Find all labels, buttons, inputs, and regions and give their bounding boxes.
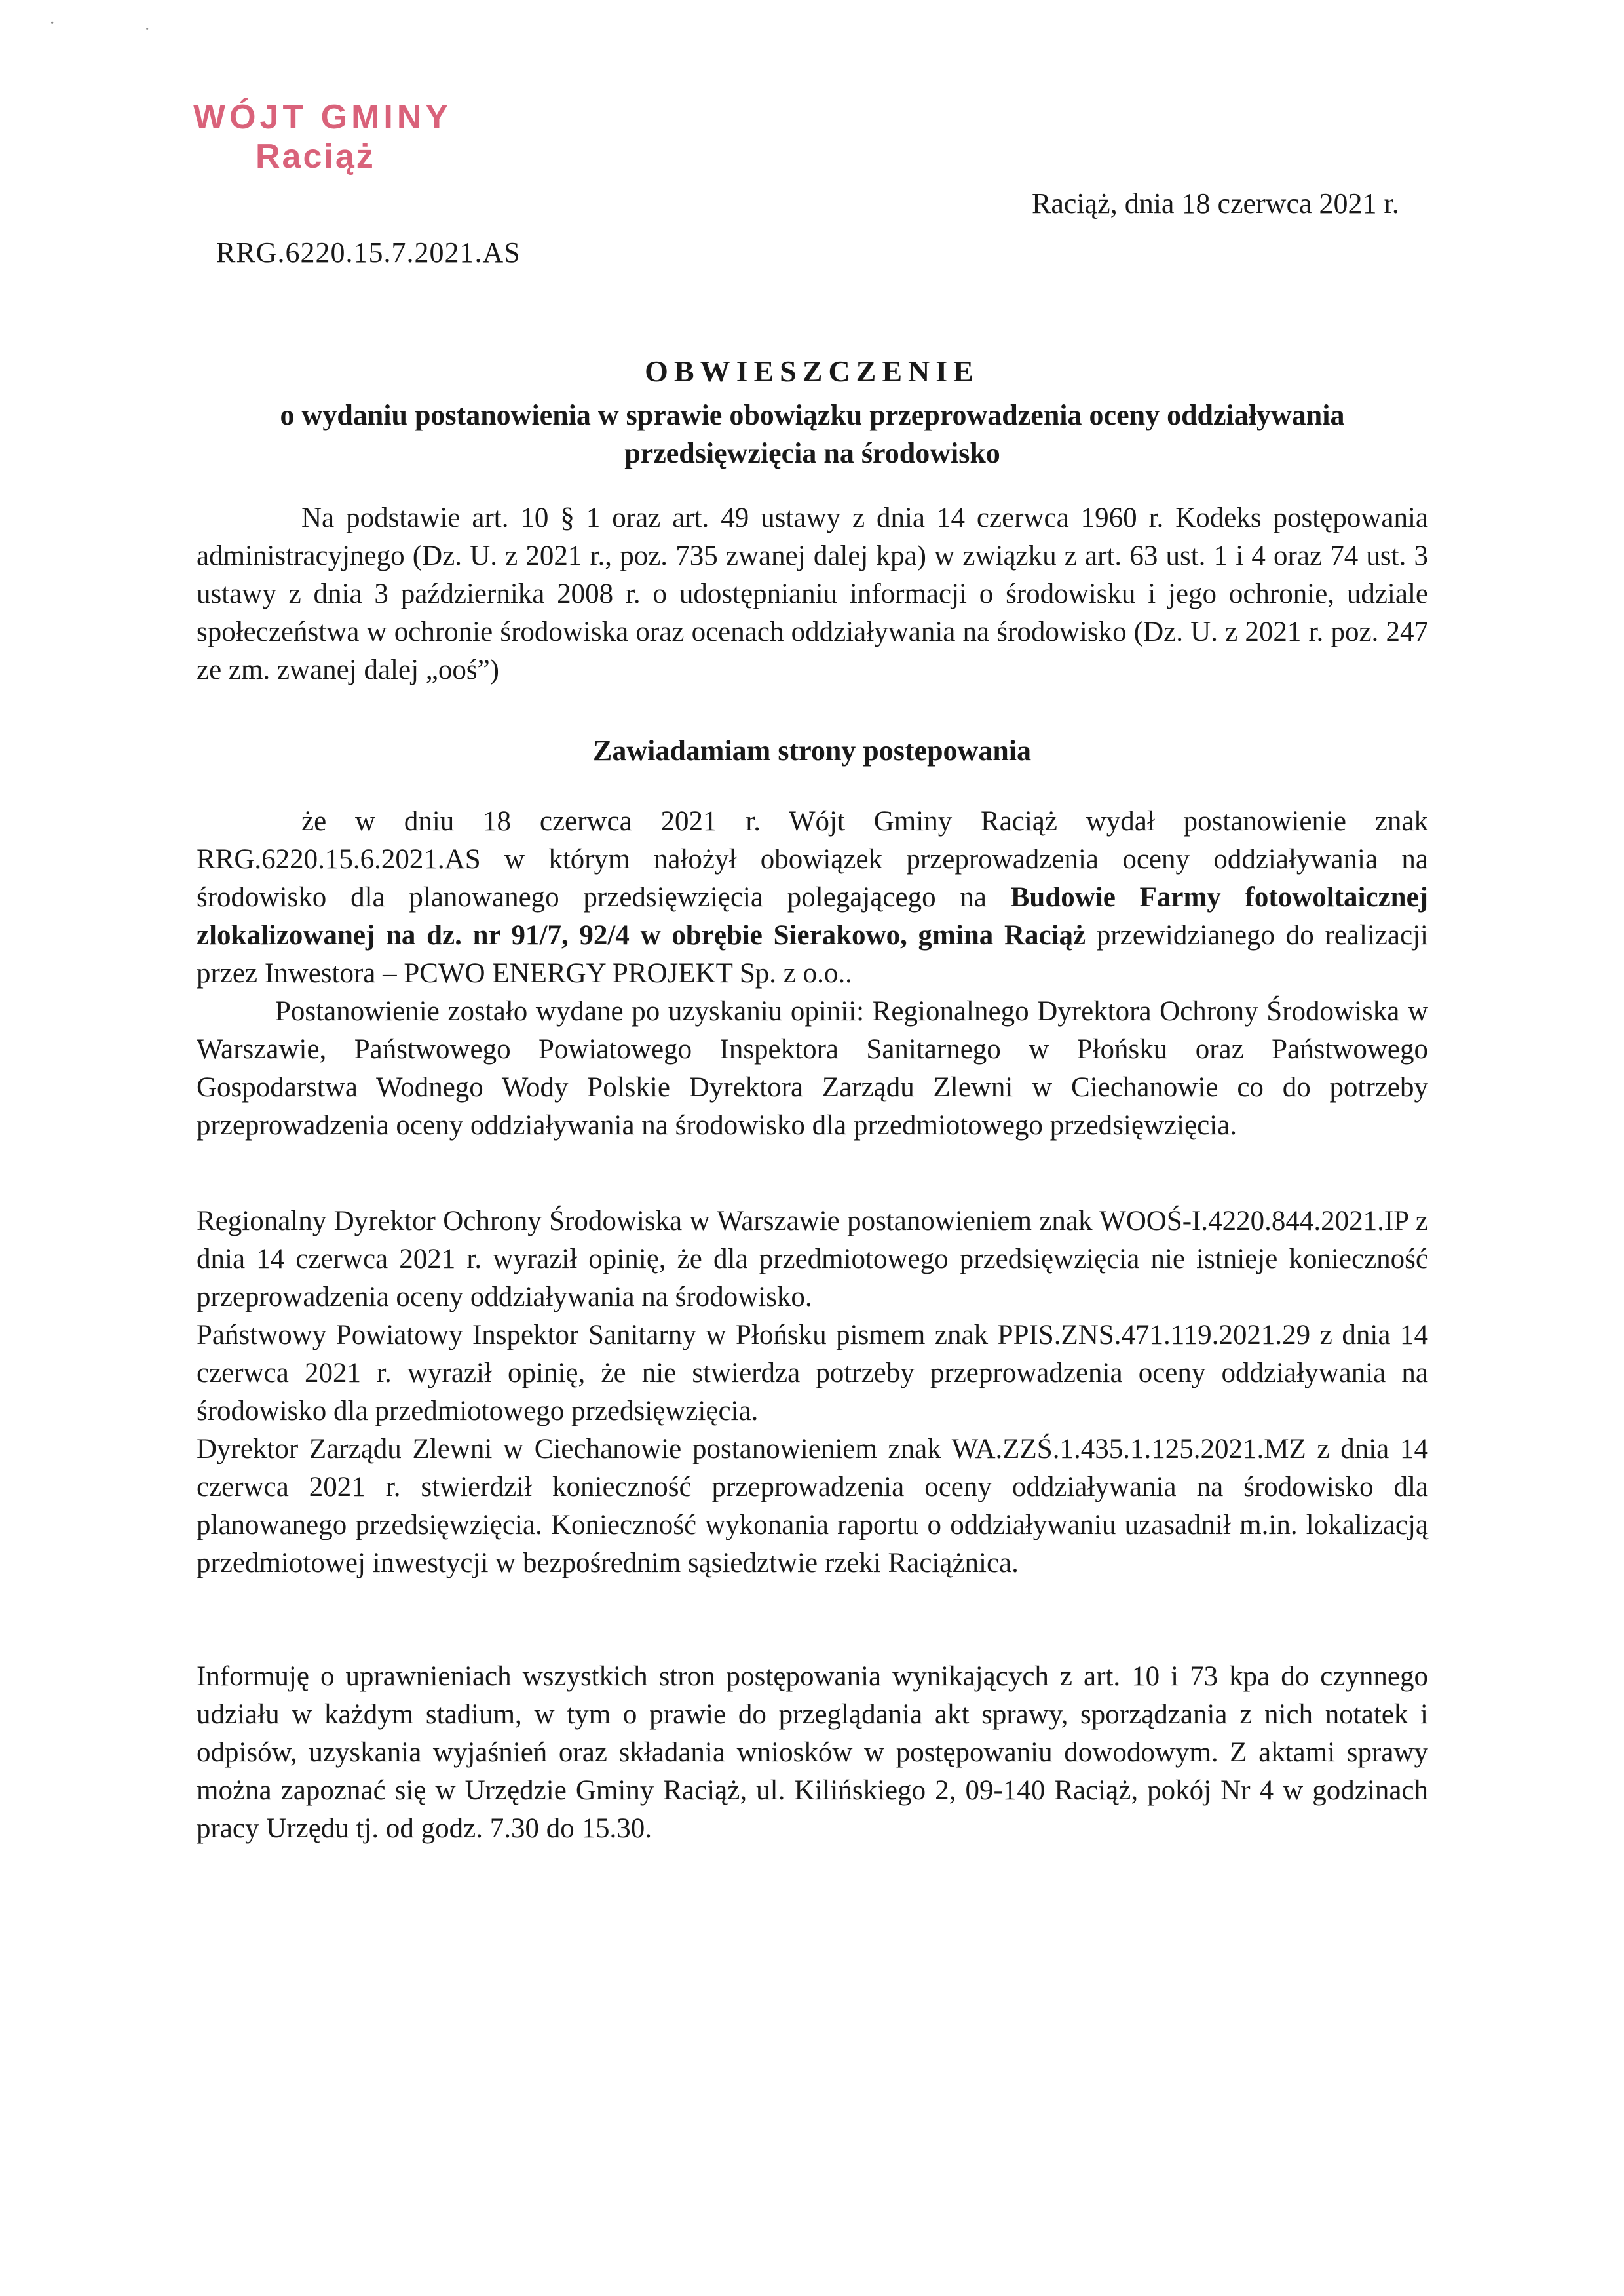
decision-paragraph: [197, 803, 1428, 993]
decision-section: [197, 803, 1428, 1145]
scan-speck: ·: [49, 13, 56, 33]
opinion-wody-polskie: Dyrektor Zarządu Zlewni w Ciechanowie postanowieniem znak WA.ZZŚ.1.435.1.125.2021.MZ z dnia 14 czerwca 2021 r. stwierdził konieczność przeprowadzenia oceny oddziaływania na środowisko dla planowanego przedsięwzięcia. Konieczność wykonania raportu o oddziaływaniu uzasadnił m.in. lokalizacją przedmiotowej inwestycji w bezpośrednim sąsiedztwie rzeki Raciążnica.: [197, 1434, 1428, 1578]
document-subtitle: o wydaniu postanowienia w sprawie obowiązku przeprowadzenia oceny oddziaływania przedsięwzięcia na środowisko: [280, 399, 1345, 469]
decision-text-2: przewidzianego do realizacji przez Inwestora – PCWO ENERGY PROJEKT Sp. z o.o..: [197, 920, 1428, 989]
scan-speck: ·: [144, 20, 151, 40]
office-stamp: [193, 98, 452, 177]
decision-project-name: Budowie Farmy fotowoltaicznej zlokalizowanej na dz. nr 91/7, 92/4 w obrębie Sierakowo, gmina Raciąż: [197, 882, 1428, 951]
opinion-ppis: Państwowy Powiatowy Inspektor Sanitarny w Płońsku pismem znak PPIS.ZNS.471.119.2021.29 z dnia 14 czerwca 2021 r. wyraził opinię, że nie stwierdza potrzeby przeprowadzenia oceny oddziaływania na środowisko dla przedmiotowego przedsięwzięcia.: [197, 1320, 1428, 1426]
opinion-rdos: Regionalny Dyrektor Ochrony Środowiska w Warszawie postanowieniem znak WOOŚ-I.4220.844.2021.IP z dnia 14 czerwca 2021 r. wyraził opinię, że dla przedmiotowego przedsięwzięcia nie istnieje konieczność przeprowadzenia oceny oddziaływania na środowisko.: [197, 1206, 1428, 1312]
legal-basis-section: [197, 499, 1428, 689]
legal-basis-paragraph: Na podstawie art. 10 § 1 oraz art. 49 ustawy z dnia 14 czerwca 1960 r. Kodeks postępowania administracyjnego (Dz. U. z 2021 r., poz. 735 zwanej dalej kpa) w związku z art. 63 ust. 1 i 4 oraz 74 ust. 3 ustawy z dnia 3 października 2008 r. o udostępnianiu informacji o środowisku i jego ochronie, udziale społeczeństwa w ochronie środowiska oraz ocenach oddziaływania na środowisko (Dz. U. z 2021 r. poz. 247 ze zm. zwanej dalej „ooś”): [197, 503, 1428, 685]
document-title: OBWIESZCZENIE: [645, 354, 979, 388]
reference-number: RRG.6220.15.7.2021.AS: [216, 237, 521, 269]
opinions-intro-paragraph: Postanowienie zostało wydane po uzyskaniu opinii: Regionalnego Dyrektora Ochrony Środowiska w Warszawie, Państwowego Powiatowego Inspektora Sanitarnego w Płońsku oraz Państwowego Gospodarstwa Wodnego Wody Polskie Dyrektora Zarządu Zlewni w Ciechanowie co do potrzeby przeprowadzenia oceny oddziaływania na środowisko dla przedmiotowego przedsięwzięcia.: [197, 996, 1428, 1141]
opinions-section: [197, 1202, 1428, 1582]
rights-paragraph: Informuję o uprawnieniach wszystkich stron postępowania wynikających z art. 10 i 73 kpa do czynnego udziału w każdym stadium, w tym o prawie do przeglądania akt sprawy, sporządzania z nich notatek i odpisów, uzyskania wyjaśnień oraz składania wniosków w postępowaniu dowodowym. Z aktami sprawy można zapoznać się w Urzędzie Gminy Raciąż, ul. Kilińskiego 2, 09-140 Raciąż, pokój Nr 4 w godzinach pracy Urzędu tj. od godz. 7.30 do 15.30.: [197, 1661, 1428, 1844]
rights-section: [197, 1658, 1428, 1848]
place-and-date: Raciąż, dnia 18 czerwca 2021 r.: [1032, 187, 1399, 220]
stamp-line-1: WÓJT GMINY: [193, 98, 453, 136]
stamp-line-2: Raciąż: [255, 137, 375, 176]
decision-text-1: że w dniu 18 czerwca 2021 r. Wójt Gminy Raciąż wydał postanowienie znak RRG.6220.15.6.2021.AS w którym nałożył obowiązek przeprowadzenia oceny oddziaływania na środowisko dla planowanego przedsięwzięcia polegającego na: [197, 806, 1428, 913]
notice-heading: Zawiadamiam strony postepowania: [592, 735, 1032, 767]
